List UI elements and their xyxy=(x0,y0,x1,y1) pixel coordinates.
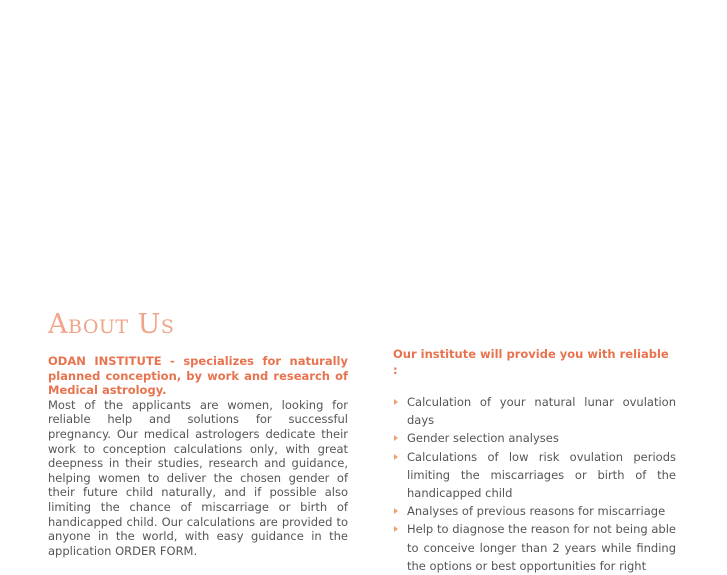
about-intro: ODAN INSTITUTE - specializes for naturally planned conception, by work and research of Medical astrology. xyxy=(48,354,348,398)
list-item xyxy=(393,448,676,503)
list-item-text: Analyses of previous reasons for miscarriage xyxy=(407,504,666,519)
arrow-bullet-icon xyxy=(394,508,398,514)
about-body: Most of the applicants are women, looking for reliable help and solutions for successful pregnancy. Our medical astrologers dedicate their work to conception calculations only, with great deepness in their studies, research and guidance, helping women to deliver the chosen gender of their future child naturally, and if possible also limiting the chance of miscarriage or birth of handicapped child. Our calculations are provided to anyone in the world, with easy guidance in the application ORDER FORM. xyxy=(48,397,348,558)
list-item xyxy=(393,520,676,575)
arrow-bullet-icon xyxy=(394,526,398,532)
list-item-text: Gender selection analyses xyxy=(407,431,559,446)
list-item-text: Calculation of your natural lunar ovulation days xyxy=(407,395,676,428)
provide-section xyxy=(393,346,676,575)
list-item-text: Help to diagnose the reason for not being able to conceive longer than 2 years while finding the options or best opportunities for right xyxy=(407,522,676,573)
list-item xyxy=(393,502,676,520)
provide-heading: Our institute will provide you with reliable : xyxy=(393,347,669,377)
feature-list xyxy=(393,393,676,575)
list-item-text: Calculations of low risk ovulation periods limiting the miscarriages or birth of the handicapped child xyxy=(407,449,676,501)
list-item xyxy=(393,393,676,429)
about-title: About Us xyxy=(48,309,175,340)
arrow-bullet-icon xyxy=(394,399,398,405)
arrow-bullet-icon xyxy=(394,435,398,441)
arrow-bullet-icon xyxy=(394,454,398,460)
about-section xyxy=(48,310,348,558)
list-item xyxy=(393,429,676,447)
